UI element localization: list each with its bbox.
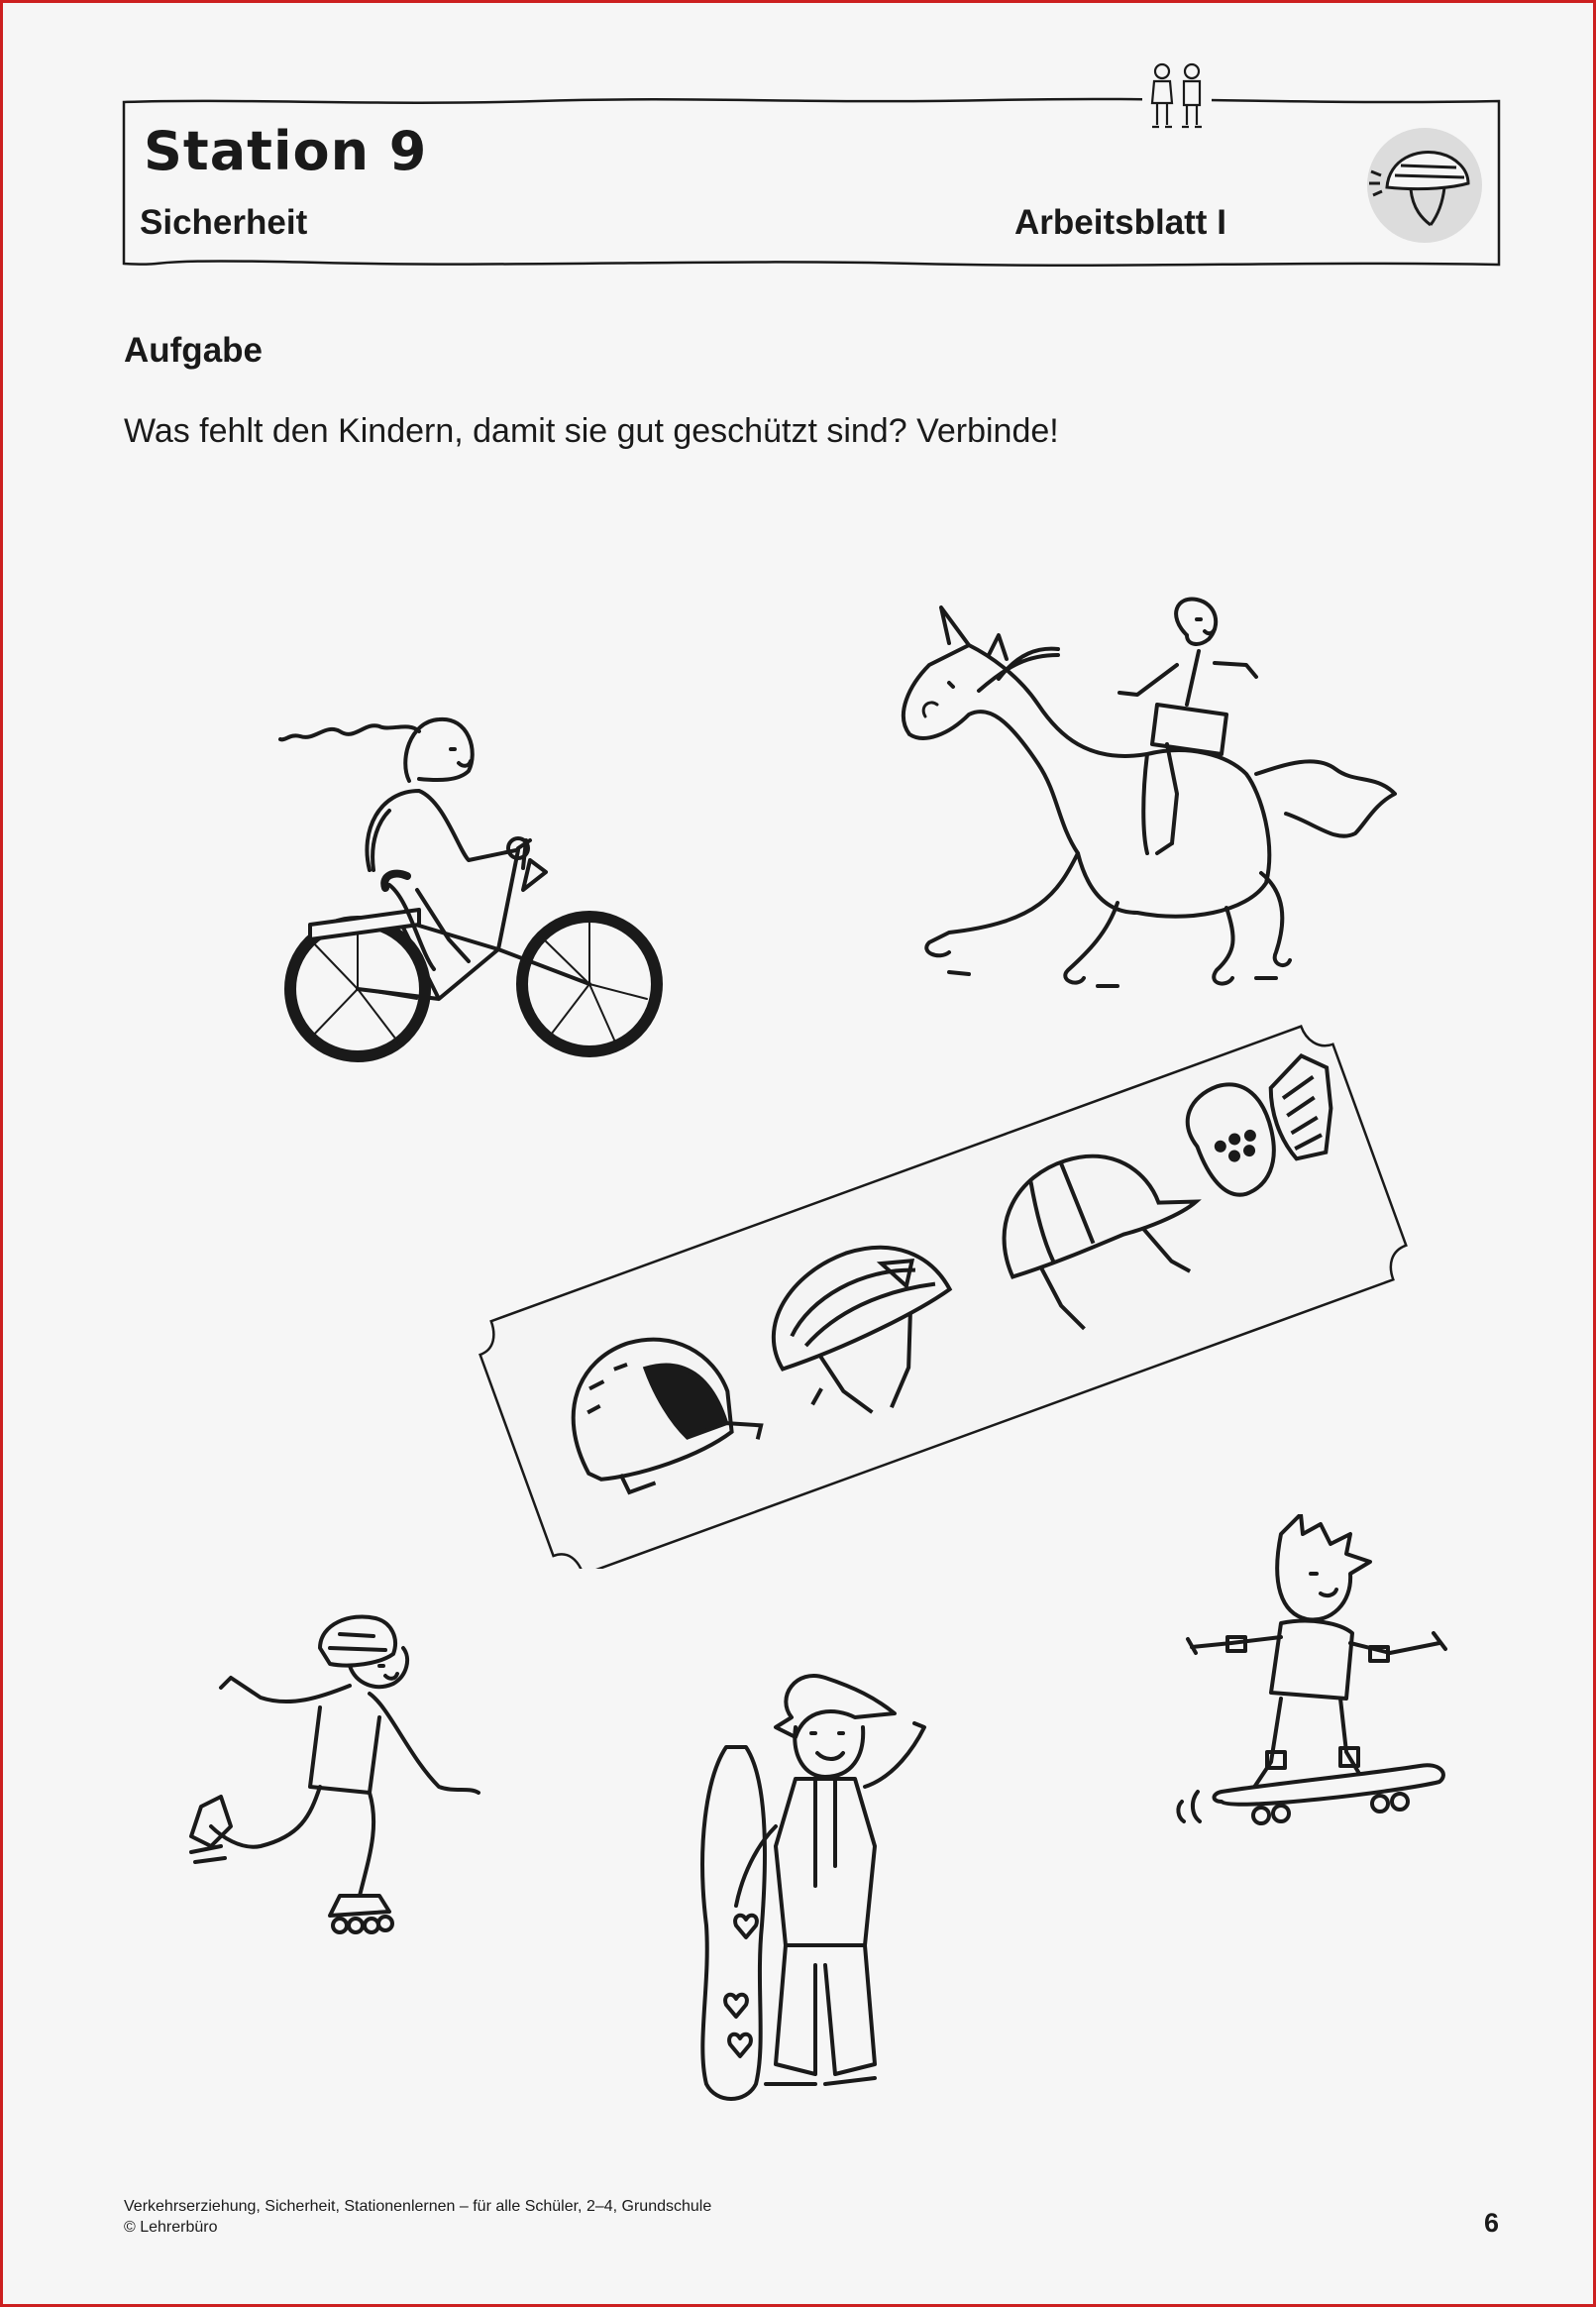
page-number: 6 xyxy=(1484,2208,1500,2238)
task-heading: Aufgabe xyxy=(124,331,263,370)
boy-horse-riding-illustration xyxy=(890,596,1405,992)
station-title: Station 9 xyxy=(144,120,428,182)
protective-gear-card xyxy=(459,1014,1430,1569)
footer-publication-line: Verkehrserziehung, Sicherheit, Stationenlernen – für alle Schüler, 2–4, Grundschule xyxy=(124,2198,712,2215)
station-subject: Sicherheit xyxy=(140,203,308,242)
worksheet-label: Arbeitsblatt I xyxy=(1014,203,1226,242)
task-instruction: Was fehlt den Kindern, damit sie gut geschützt sind? Verbinde! xyxy=(124,412,1059,450)
boy-skateboarding-illustration xyxy=(1172,1514,1449,1871)
station-header xyxy=(122,94,1501,271)
two-children-icon xyxy=(1142,59,1212,139)
helmet-icon xyxy=(1365,126,1484,245)
child-with-snowboard-illustration xyxy=(696,1668,964,2114)
child-inline-skating-illustration xyxy=(181,1608,508,1955)
footer-copyright: © Lehrerbüro xyxy=(124,2219,218,2236)
